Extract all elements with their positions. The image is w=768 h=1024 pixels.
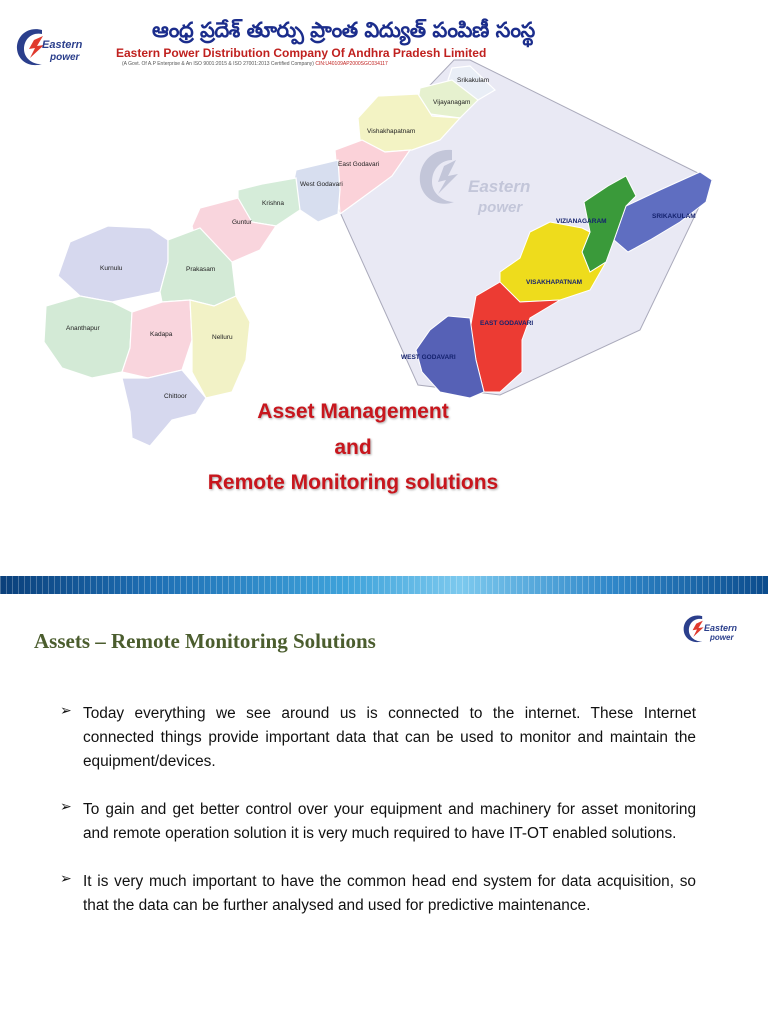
logo-line-1: Eastern	[42, 39, 83, 51]
label-vishakhapatnam: Vishakhapatnam	[367, 128, 416, 135]
district-kadapa	[122, 300, 192, 378]
district-west-godavari	[292, 160, 340, 222]
label-ananthapur: Ananthapur	[66, 325, 100, 332]
bullet-text: It is very much important to have the common head end system for data acquisition, so that the data can be further analysed and used for predictive maintenance.	[83, 873, 696, 914]
arrow-bullet-icon: ➢	[60, 703, 72, 719]
logo-line-2: power	[710, 633, 734, 642]
district-kurnulu	[58, 226, 168, 302]
logo-line-2: power	[50, 52, 80, 63]
label-prakasam: Prakasam	[186, 266, 216, 273]
label-zoom-srikakulam: SRIKAKULAM	[652, 213, 696, 220]
title-line-2: and	[334, 436, 372, 459]
slide-title: Assets – Remote Monitoring Solutions	[34, 629, 376, 653]
bullet-item	[60, 798, 696, 846]
watermark-line-2: power	[478, 199, 523, 216]
slide-separator-band	[0, 576, 768, 594]
label-srikakulam: Srikakulam	[457, 77, 490, 84]
cin-number: CIN:U40109AP2000SGC034117	[315, 61, 388, 67]
label-vijayanagam: Vijayanagam	[433, 99, 471, 106]
label-zoom-visakhapatnam: VISAKHAPATNAM	[526, 279, 583, 286]
label-west-godavari: West Godavari	[300, 181, 343, 188]
label-zoom-vizianagaram: VIZIANAGARAM	[556, 218, 607, 225]
label-zoom-east-godavari: EAST GODAVARI	[480, 320, 534, 327]
label-kurnulu: Kurnulu	[100, 265, 123, 272]
label-guntur: Guntur	[232, 219, 252, 226]
telugu-title: ఆంధ్ర ప్రదేశ్ తూర్పు ప్రాంత విద్యుత్ పంపిణీ సంస్థ	[152, 18, 535, 42]
title-line-1: Asset Management	[257, 400, 449, 423]
label-kadapa: Kadapa	[150, 331, 173, 338]
company-name: Eastern Power Distribution Company Of Andhra Pradesh Limited	[116, 46, 487, 60]
label-east-godavari: East Godavari	[338, 161, 380, 168]
bullet-text: To gain and get better control over your equipment and machinery for asset monitoring and remote operation solution it is very much required to have IT-OT enabled solutions.	[83, 801, 696, 842]
logo-line-1: Eastern	[704, 623, 738, 633]
title-line-3: Remote Monitoring solutions	[207, 471, 499, 494]
band-stripes	[0, 576, 768, 594]
bullet-item	[60, 870, 696, 918]
bullet-text: Today everything we see around us is connected to the internet. These Internet connected things provide important data that can be used to monitor and maintain the equipment/devices.	[83, 705, 696, 770]
label-chittoor: Chittoor	[164, 393, 187, 400]
label-nelluru: Nelluru	[212, 334, 233, 341]
bullet-item	[60, 702, 696, 774]
certification-text: (A Govt. Of A.P Enterprise & An ISO 9001:2015 & ISO 27001:2013 Certified Company)	[122, 61, 314, 67]
bullet-list	[60, 702, 696, 942]
label-krishna: Krishna	[262, 200, 285, 207]
arrow-bullet-icon: ➢	[60, 871, 72, 887]
content-slide	[0, 594, 768, 1024]
label-zoom-west-godavari: WEST GODAVARI	[401, 354, 456, 361]
watermark-line-1: Eastern	[468, 177, 531, 196]
arrow-bullet-icon: ➢	[60, 799, 72, 815]
district-nelluru	[190, 296, 250, 398]
district-ananthapur	[44, 296, 132, 378]
eastern-power-logo-small	[680, 610, 750, 650]
